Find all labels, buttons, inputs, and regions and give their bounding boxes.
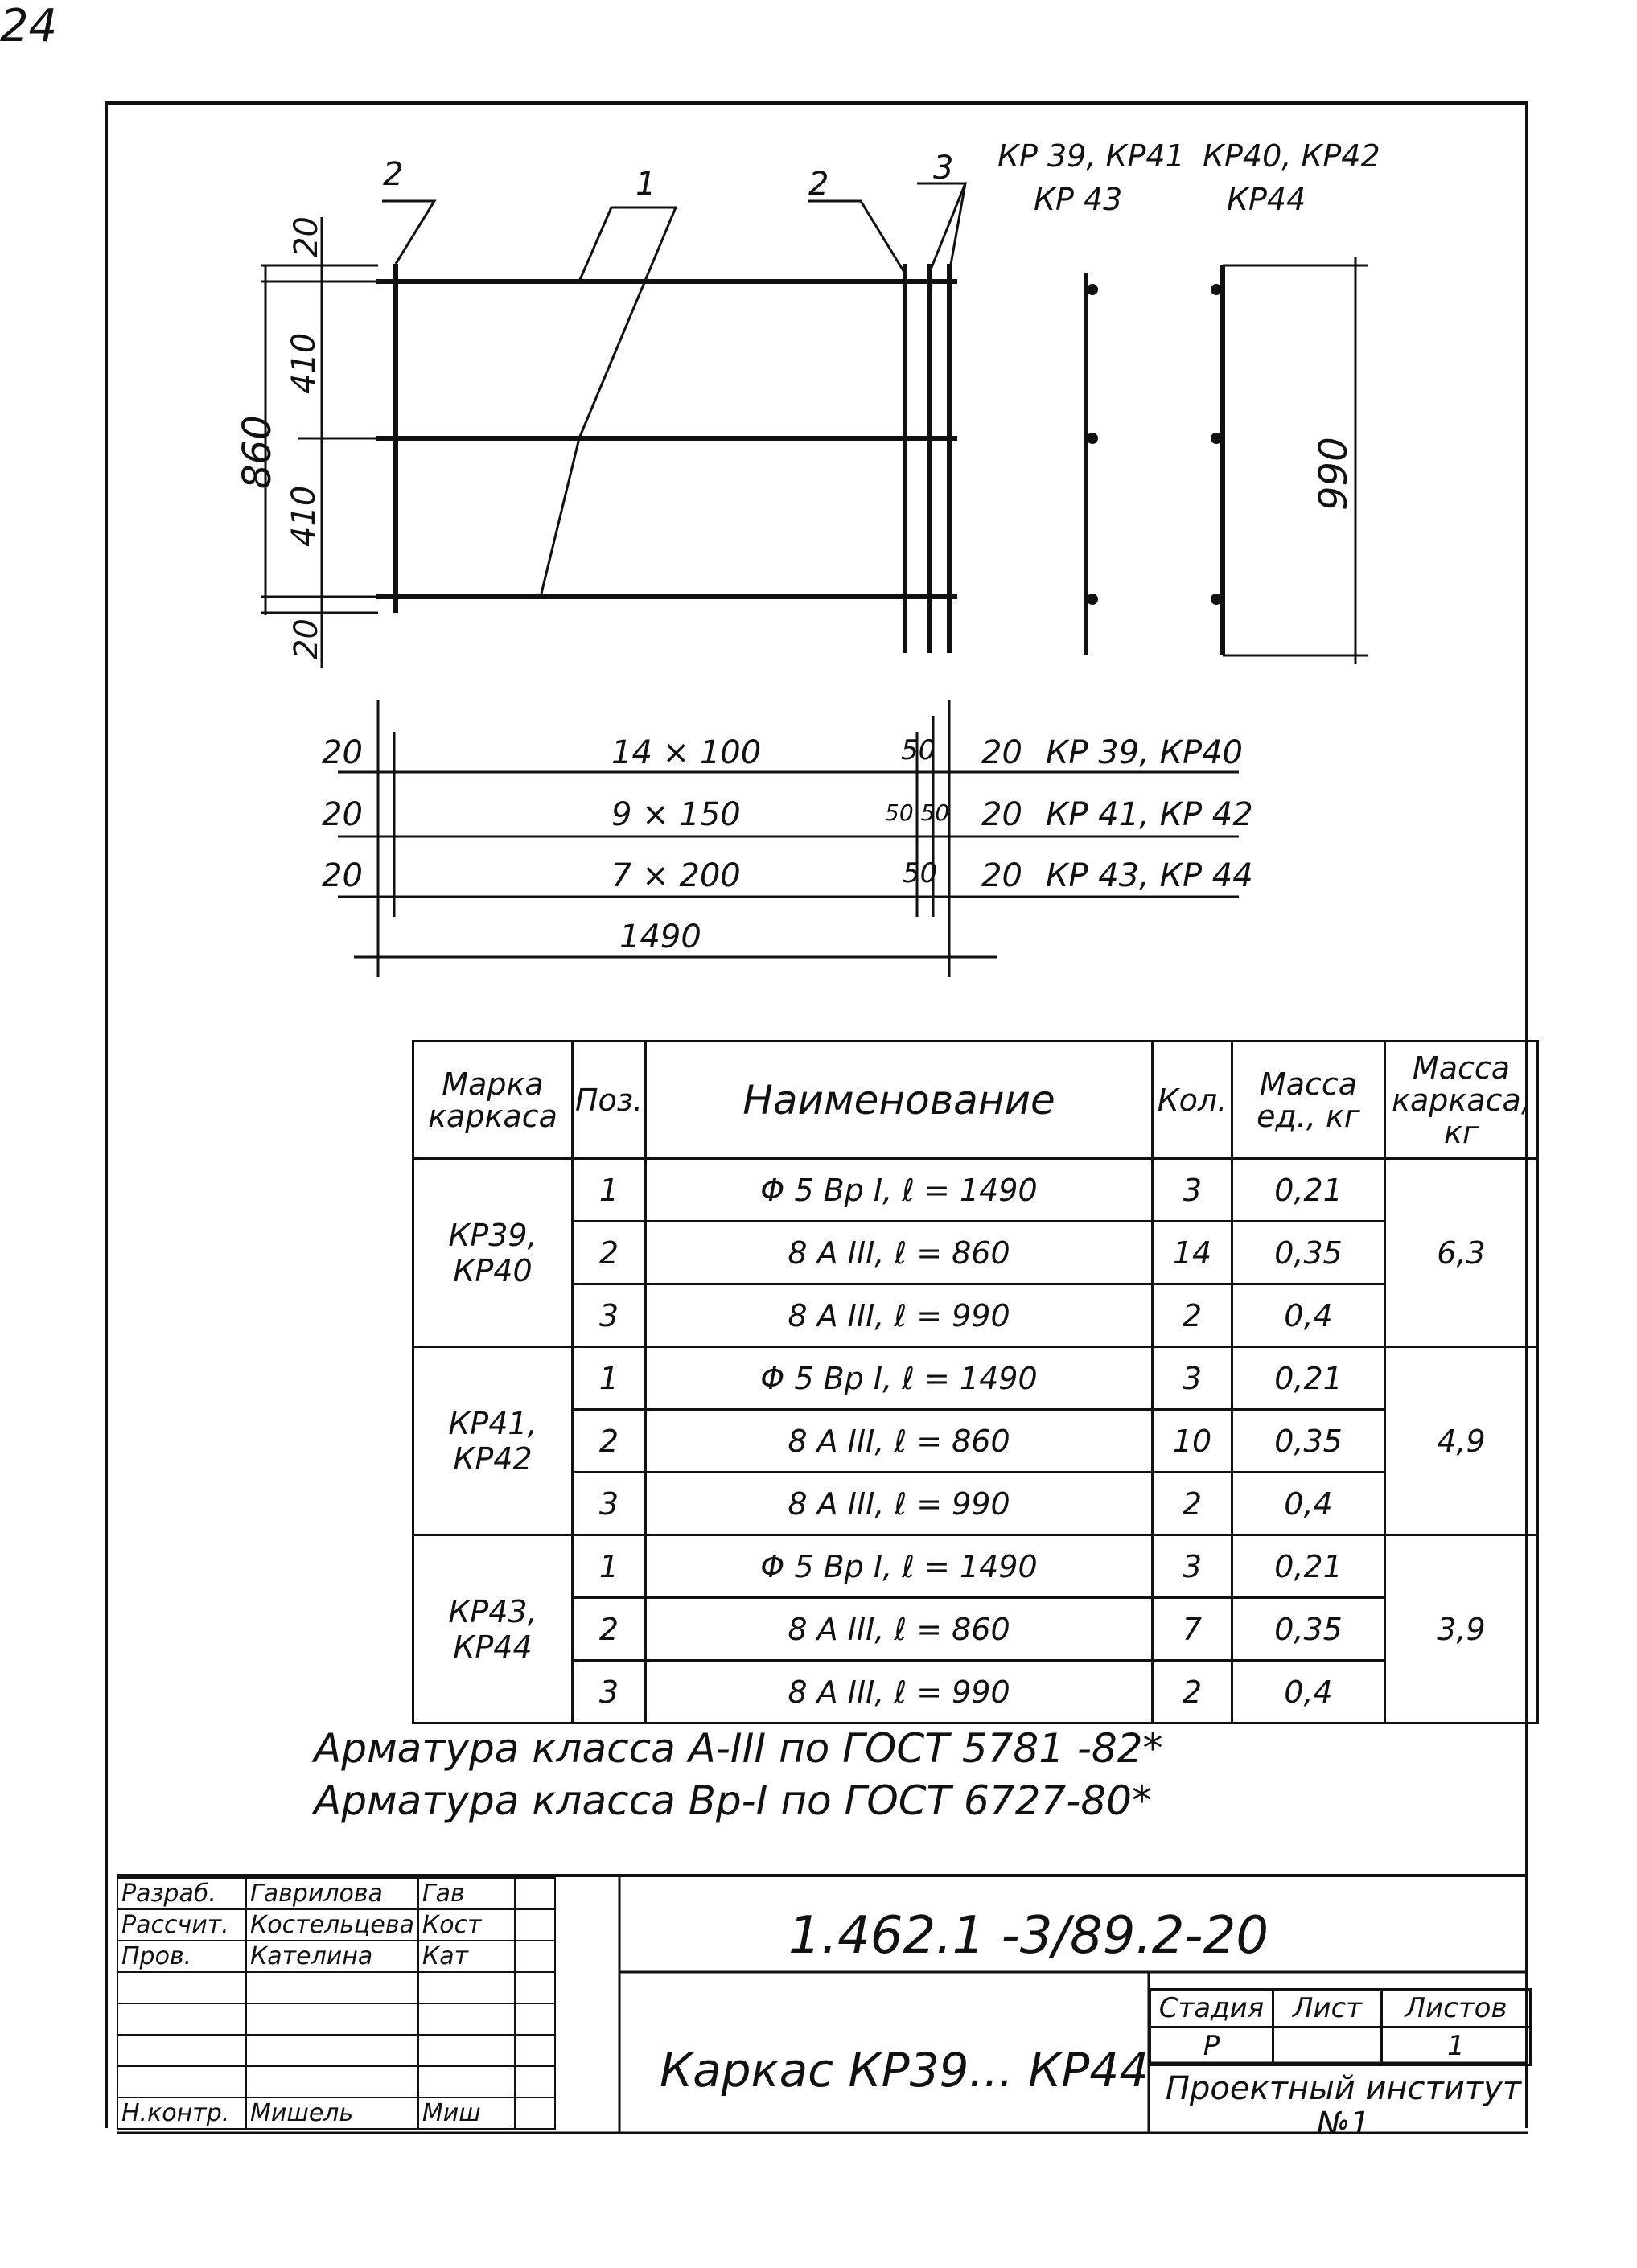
qty-cell: 3 [1153, 1159, 1232, 1222]
name-cell: Гаврилова [246, 1878, 418, 1909]
spacing-3-marks: КР 43, КР 44 [1046, 857, 1253, 894]
sheet-number: 24 [0, 0, 58, 52]
spacing-3-end: 50 [903, 857, 938, 890]
pos-cell: 3 [573, 1284, 646, 1347]
name-cell: 8 А III, ℓ = 990 [646, 1661, 1153, 1724]
spacing-3-left: 20 [322, 857, 363, 894]
note-a3: Арматура класса А-III по ГОСТ 5781 -82* [314, 1725, 1163, 1772]
mass-cell: 0,4 [1232, 1473, 1385, 1535]
spacing-2-marks: КР 41, КР 42 [1046, 796, 1253, 833]
pos-cell: 1 [573, 1535, 646, 1598]
header-qty: Кол. [1153, 1042, 1232, 1159]
name-cell: 8 А III, ℓ = 860 [646, 1410, 1153, 1473]
sheet-header: Лист [1273, 1990, 1382, 2028]
stage-value-row [1150, 2028, 1531, 2065]
mass-cell: 0,4 [1232, 1284, 1385, 1347]
note-vr1: Арматура класса Вр-I по ГОСТ 6727-80* [314, 1777, 1152, 1824]
stage-header: Стадия [1150, 1990, 1273, 2028]
spacing-1-marks: КР 39, КР40 [1046, 734, 1243, 771]
role-cell: Пров. [117, 1941, 246, 1972]
name-cell: 8 А III, ℓ = 990 [646, 1284, 1153, 1347]
signature-cell: Гав [418, 1878, 515, 1909]
qty-cell: 2 [1153, 1284, 1232, 1347]
header-cage-mass: Масса каркаса, кг [1385, 1042, 1538, 1159]
mass-cell: 0,21 [1232, 1347, 1385, 1410]
signature-cell: Кат [418, 1941, 515, 1972]
mass-cell: 0,21 [1232, 1535, 1385, 1598]
name-cell: Φ 5 Вр I, ℓ = 1490 [646, 1535, 1153, 1598]
dim-top-20: 20 [288, 216, 325, 257]
header-pos: Поз. [573, 1042, 646, 1159]
mass-cell: 0,35 [1232, 1598, 1385, 1661]
spacing-2-end: 50 50 [885, 799, 950, 826]
name-cell: 8 А III, ℓ = 860 [646, 1222, 1153, 1284]
spacing-3-tail: 20 [981, 857, 1022, 894]
pos-cell: 1 [573, 1159, 646, 1222]
mass-cell: 0,21 [1232, 1159, 1385, 1222]
name-cell: 8 А III, ℓ = 860 [646, 1598, 1153, 1661]
header-mark: Марка каркаса [413, 1042, 573, 1159]
role-cell: Разраб. [117, 1878, 246, 1909]
name-cell: Мишель [246, 2097, 418, 2129]
pos-cell: 2 [573, 1410, 646, 1473]
total-mass-cell: 4,9 [1385, 1347, 1538, 1535]
pos-cell: 3 [573, 1661, 646, 1724]
spacing-1-left: 20 [322, 734, 363, 771]
dim-860: 860 [235, 415, 280, 489]
dim-410-lower: 410 [286, 485, 323, 547]
dim-410-upper: 410 [286, 332, 323, 394]
pos-cell: 2 [573, 1598, 646, 1661]
pos-cell: 1 [573, 1347, 646, 1410]
qty-cell: 14 [1153, 1222, 1232, 1284]
document-code: 1.462.1 -3/89.2-20 [788, 1906, 1269, 1966]
header-unit-mass: Масса ед., кг [1232, 1042, 1385, 1159]
qty-cell: 3 [1153, 1535, 1232, 1598]
sheets-header: Листов [1382, 1990, 1531, 2028]
name-cell: Кателина [246, 1941, 418, 1972]
pos-label-2-right: 2 [808, 166, 829, 203]
qty-cell: 2 [1153, 1473, 1232, 1535]
mark-cell: КР39, КР40 [413, 1159, 573, 1347]
variant-right-line2: КР44 [1227, 182, 1306, 217]
role-cell: Рассчит. [117, 1909, 246, 1941]
qty-cell: 10 [1153, 1410, 1232, 1473]
organization: Проектный институт №1 [1165, 2070, 1522, 2143]
spacing-3-mid: 7 × 200 [611, 857, 741, 894]
total-length: 1490 [619, 918, 701, 955]
name-cell: Φ 5 Вр I, ℓ = 1490 [646, 1347, 1153, 1410]
name-cell: 8 А III, ℓ = 990 [646, 1473, 1153, 1535]
name-cell: Костельцева [246, 1909, 418, 1941]
pos-label-3: 3 [933, 150, 954, 187]
mass-cell: 0,35 [1232, 1410, 1385, 1473]
dim-990: 990 [1311, 437, 1356, 511]
sheet-value [1273, 2028, 1382, 2065]
role-cell: Н.контр. [117, 2097, 246, 2129]
spacing-2-mid: 9 × 150 [611, 796, 741, 833]
spacing-1-tail: 20 [981, 734, 1022, 771]
stage-value: Р [1150, 2028, 1273, 2065]
signature-cell: Миш [418, 2097, 515, 2129]
mark-cell: КР43, КР44 [413, 1535, 573, 1724]
variant-right-line1: КР40, КР42 [1203, 138, 1380, 174]
spacing-2-tail: 20 [981, 796, 1022, 833]
pos-label-2-left: 2 [383, 156, 404, 193]
header-name: Наименование [646, 1042, 1153, 1159]
stage-table [1149, 1988, 1532, 2066]
name-cell: Φ 5 Вр I, ℓ = 1490 [646, 1159, 1153, 1222]
total-mass-cell: 6,3 [1385, 1159, 1538, 1347]
pos-cell: 3 [573, 1473, 646, 1535]
variant-left-line1: КР 39, КР41 [997, 138, 1185, 174]
sheets-value: 1 [1382, 2028, 1531, 2065]
spacing-1-mid: 14 × 100 [611, 734, 762, 771]
dim-bottom-20: 20 [288, 618, 325, 659]
spacing-1-end: 50 [901, 734, 936, 766]
total-mass-cell: 3,9 [1385, 1535, 1538, 1724]
mark-cell: КР41, КР42 [413, 1347, 573, 1535]
mass-cell: 0,35 [1232, 1222, 1385, 1284]
qty-cell: 7 [1153, 1598, 1232, 1661]
mass-cell: 0,4 [1232, 1661, 1385, 1724]
spacing-2-left: 20 [322, 796, 363, 833]
pos-cell: 2 [573, 1222, 646, 1284]
pos-label-1: 1 [635, 166, 656, 203]
stage-header-row [1150, 1990, 1531, 2028]
qty-cell: 3 [1153, 1347, 1232, 1410]
qty-cell: 2 [1153, 1661, 1232, 1724]
variant-left-line2: КР 43 [1034, 182, 1123, 217]
document-title: Каркас КР39... КР44 [660, 2043, 1150, 2097]
signature-cell: Кост [418, 1909, 515, 1941]
